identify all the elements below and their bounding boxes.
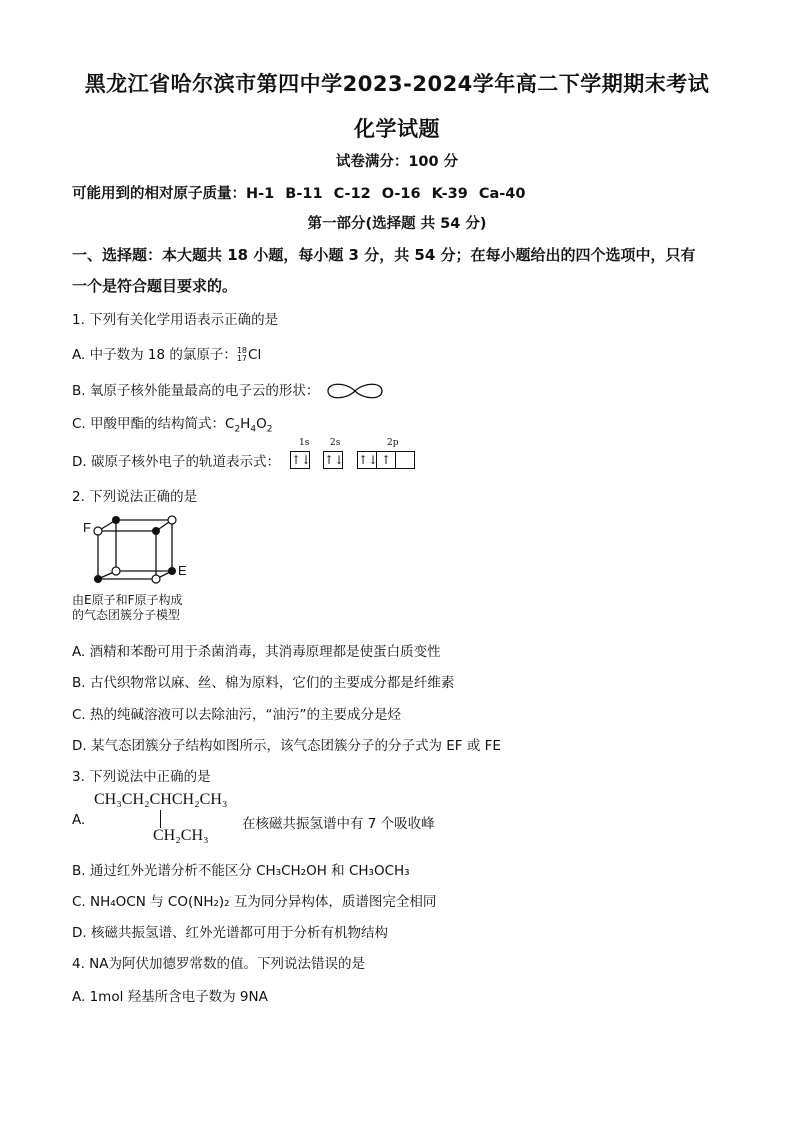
orbital-label-1s: 1s bbox=[299, 438, 310, 448]
q1-c-o: O bbox=[256, 416, 267, 432]
q1-c-sub: 2 bbox=[234, 424, 241, 435]
atom-e-1 bbox=[112, 516, 120, 524]
q3-stem: 3. 下列说法中正确的是 bbox=[72, 769, 211, 785]
q1-option-a bbox=[72, 343, 261, 363]
q3-structure-bond bbox=[160, 810, 161, 828]
q2-option-d: D. 某气态团簇分子结构如图所示，该气态团簇分子的分子式为 EF 或 FE bbox=[72, 738, 501, 754]
q1-option-a-text: A. 中子数为 18 的氯原子： bbox=[72, 347, 237, 363]
q4-option-a: A. 1mol 羟基所含电子数为 9NA bbox=[72, 989, 268, 1005]
orbital-box-2p-2: ↑ bbox=[376, 451, 396, 469]
cluster-molecule-diagram bbox=[78, 513, 198, 593]
q1-atomic-number: 17 bbox=[236, 354, 248, 363]
q3-option-a-text: 在核磁共振氢谱中有 7 个吸收峰 bbox=[242, 816, 435, 832]
orbital-diagram bbox=[290, 438, 440, 478]
q2-stem: 2. 下列说法正确的是 bbox=[72, 489, 198, 505]
p-orbital-dumbbell-icon bbox=[324, 381, 386, 401]
q2-option-a: A. 酒精和苯酚可用于杀菌消毒，其消毒原理都是使蛋白质变性 bbox=[72, 644, 441, 660]
label-f: F bbox=[83, 520, 91, 535]
q1-element-symbol: Cl bbox=[248, 347, 262, 363]
q1-mass-number: 18 bbox=[236, 346, 248, 355]
exam-title: 黑龙江省哈尔滨市第四中学2023-2024学年高二下学期期末考试 bbox=[84, 72, 710, 96]
q3-option-b: B. 通过红外光谱分析不能区分 CH₃CH₂OH 和 CH₃OCH₃ bbox=[72, 863, 410, 879]
label-e: E bbox=[178, 563, 187, 578]
orbital-label-2p: 2p bbox=[387, 438, 399, 448]
atomic-masses: 可能用到的相对原子质量：H-1 B-11 C-12 O-16 K-39 Ca-40 bbox=[72, 186, 526, 202]
q1-option-c-text: C. 甲酸甲酯的结构简式：C bbox=[72, 416, 235, 432]
q3-option-d: D. 核磁共振氢谱、红外光谱都可用于分析有机物结构 bbox=[72, 925, 388, 941]
section-instructions-line2: 一个是符合题目要求的。 bbox=[72, 277, 238, 295]
atom-f-1 bbox=[168, 516, 176, 524]
diagram-caption-line1: 由E原子和F原子构成 bbox=[72, 593, 183, 607]
exam-subtitle: 化学试题 bbox=[354, 117, 440, 141]
atom-f-4 bbox=[152, 575, 160, 583]
full-score: 试卷满分：100 分 bbox=[335, 154, 459, 170]
q2-option-c: C. 热的纯碱溶液可以去除油污，“油污”的主要成分是烃 bbox=[72, 707, 401, 723]
q1-option-d-text: D. 碳原子核外电子的轨道表示式： bbox=[72, 454, 280, 470]
atom-e-2 bbox=[152, 527, 160, 535]
orbital-box-1s: ↑↓ bbox=[291, 453, 312, 467]
q2-option-b: B. 古代织物常以麻、丝、棉为原料，它们的主要成分都是纤维素 bbox=[72, 675, 455, 691]
atom-f-3 bbox=[112, 567, 120, 575]
atom-e-3 bbox=[168, 567, 176, 575]
q1-stem: 1. 下列有关化学用语表示正确的是 bbox=[72, 312, 279, 328]
section-instructions-line1: 一、选择题：本大题共 18 小题，每小题 3 分，共 54 分；在每小题给出的四个选项中，只有 bbox=[72, 246, 696, 264]
q1-option-c bbox=[72, 412, 272, 435]
orbital-box-2p-1: ↑↓ bbox=[358, 453, 379, 467]
orbital-label-2s: 2s bbox=[330, 438, 341, 448]
q1-option-b-text: B. 氧原子核外能量最高的电子云的形状： bbox=[72, 383, 320, 399]
q3-structure-branch: CH₂CH₃ bbox=[153, 827, 209, 844]
atom-f-2 bbox=[94, 527, 102, 535]
q1-option-b bbox=[72, 379, 386, 401]
q1-h-sub: 4 bbox=[250, 424, 257, 435]
atom-e-4 bbox=[94, 575, 102, 583]
diagram-caption-line2: 的气态团簇分子模型 bbox=[72, 608, 181, 622]
q3-structure-main-chain: CH₃CH₂CHCH₂CH₃ bbox=[94, 791, 228, 808]
part1-heading: 第一部分(选择题 共 54 分) bbox=[307, 216, 487, 232]
q1-c-h: H bbox=[240, 416, 251, 432]
orbital-box-2s: ↑↓ bbox=[324, 453, 345, 467]
q3-option-c: C. NH₄OCN 与 CO(NH₂)₂ 互为同分异构体，质谱图完全相同 bbox=[72, 894, 437, 910]
q3-option-a-label: A. bbox=[72, 812, 86, 828]
q1-o-sub: 2 bbox=[266, 424, 273, 435]
q4-stem: 4. NA为阿伏加德罗常数的值。下列说法错误的是 bbox=[72, 956, 366, 972]
orbital-box-2p-3 bbox=[395, 451, 415, 469]
